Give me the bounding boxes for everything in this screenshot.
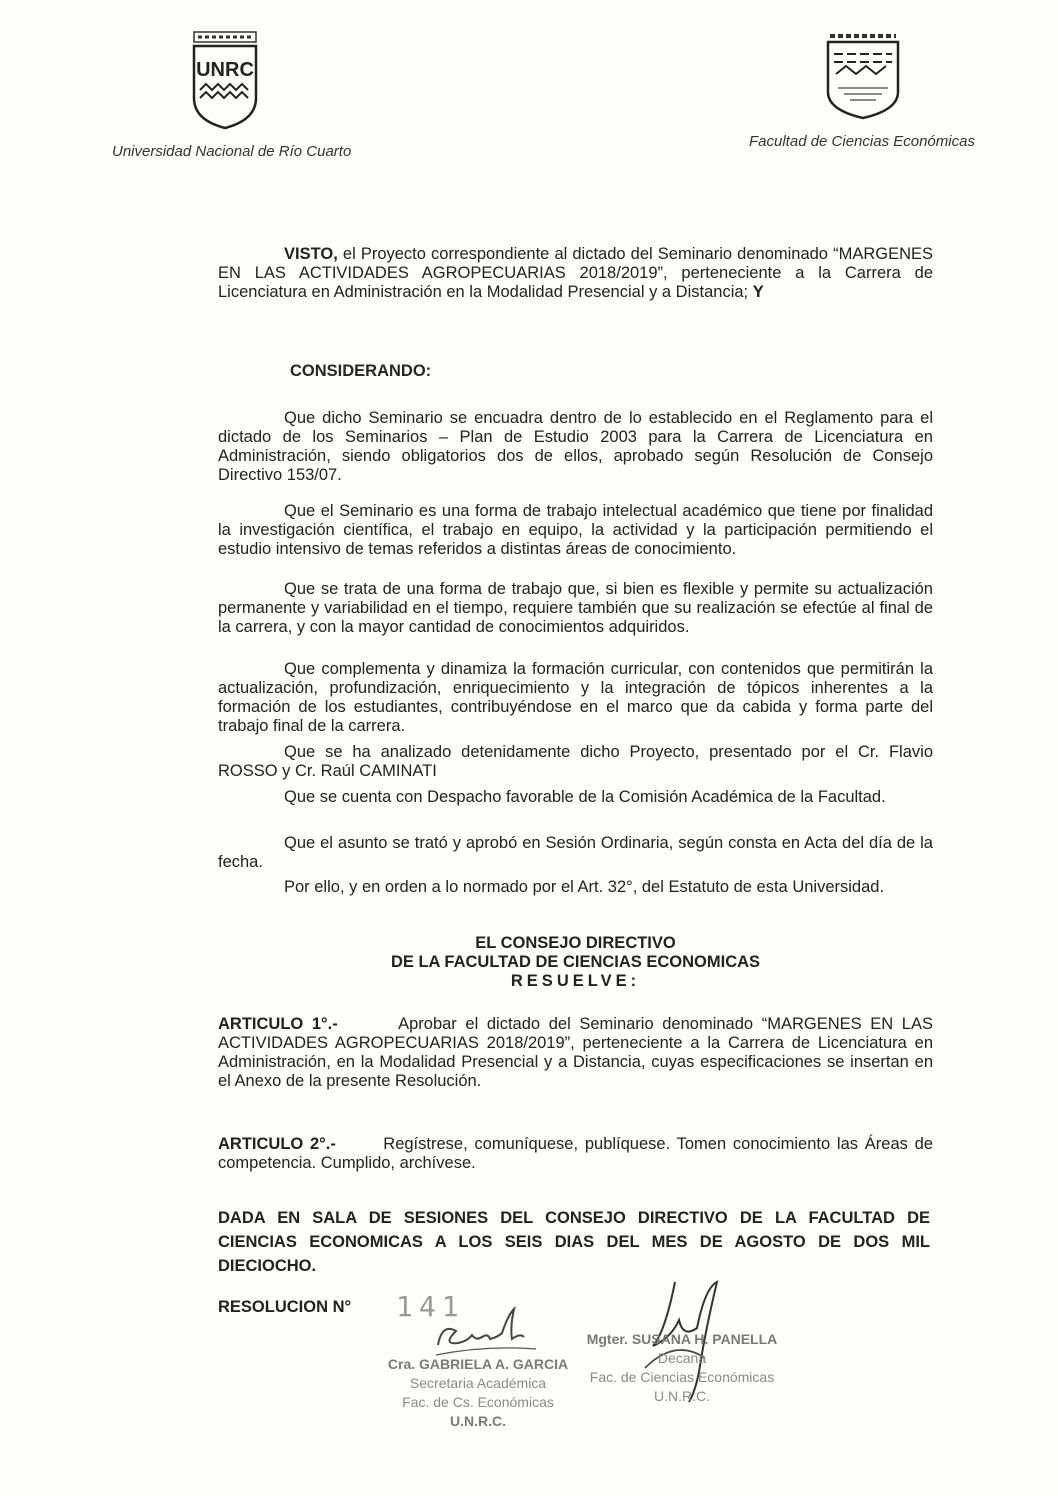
resolucion-number: 141 — [396, 1290, 465, 1323]
unrc-logo-icon — [190, 28, 260, 133]
considerando-heading: CONSIDERANDO: — [290, 362, 432, 380]
article-2 — [218, 1135, 933, 1173]
resolucion-label: RESOLUCION N° — [218, 1298, 352, 1316]
visto-y: Y — [752, 283, 764, 301]
university-name: Universidad Nacional de Río Cuarto — [112, 143, 352, 160]
faculty-name: Facultad de Ciencias Económicas — [749, 133, 975, 150]
considerando-paragraph: Que se ha analizado detenidamente dicho Proyecto, presentado por el Cr. Flavio ROSSO y Cr. Raúl CAMINATI — [218, 743, 933, 780]
signature-block-secretaria — [378, 1355, 578, 1431]
signatory-university: U.N.R.C. — [654, 1388, 710, 1404]
considerando-paragraph: Que dicho Seminario se encuadra dentro de lo establecido en el Reglamento para el dictado de los Seminarios – Plan de Estudio 2003 para la Carrera de Licenciatura en Administración, siendo obligatorios dos de ellos, aprobado según Resolución de Consejo Directivo 153/07. — [218, 409, 933, 484]
faculty-line: DE LA FACULTAD DE CIENCIAS ECONOMICAS — [390, 953, 761, 971]
logo-text: UNRC — [196, 59, 254, 81]
visto-label: VISTO, — [284, 245, 338, 263]
considerando-paragraph: Por ello, y en orden a lo normado por el Art. 32°, del Estatuto de esta Universidad. — [284, 878, 885, 896]
article-text: Regístrese, comuníquese, publíquese. Tomen conocimiento las Áreas de competencia. Cumplido, archívese. — [218, 1135, 934, 1172]
fce-logo-icon — [824, 30, 902, 120]
signatory-university: U.N.R.C. — [450, 1413, 506, 1429]
considerando-paragraph: Que el asunto se trató y aprobó en Sesión Ordinaria, según consta en Acta del día de la fecha. — [218, 834, 933, 871]
council-line: EL CONSEJO DIRECTIVO — [475, 934, 676, 952]
visto-paragraph — [218, 245, 933, 302]
considerando-paragraph: Que se cuenta con Despacho favorable de la Comisión Académica de la Facultad. — [284, 788, 886, 806]
signatory-name: Cra. GABRIELA A. GARCIA — [387, 1356, 569, 1372]
signatory-faculty: Fac. de Ciencias Económicas — [589, 1369, 775, 1385]
visto-text: el Proyecto correspondiente al dictado del Seminario denominado “MARGENES EN LAS ACTIVIDADES AGROPECUARIAS 2018/2019”, perteneciente a la Carrera de Licenciatura en Administración en la Modalidad Presencial y a Distancia; — [218, 245, 933, 301]
resuelve-line: RESUELVE: — [510, 972, 641, 990]
considerando-paragraph: Que complementa y dinamiza la formación curricular, con contenidos que permitirán la actualización, profundización, enriquecimiento y la integración de tópicos inherentes a la formación de los estudiantes, contribuyéndose en el marco que da cabida y forma parte del trabajo final de la carrera. — [218, 660, 933, 735]
article-text: Aprobar el dictado del Seminario denominado “MARGENES EN LAS ACTIVIDADES AGROPECUARIAS 2018/2019”, perteneciente a la Carrera de Licenciatura en Administración, en la Modalidad Presencial y a Distancia, cuyas especificaciones se insertan en el Anexo de la presente Resolución. — [218, 1015, 933, 1090]
article-1 — [218, 1015, 933, 1091]
signatory-faculty: Fac. de Cs. Económicas — [402, 1394, 554, 1410]
resolution-header — [218, 934, 933, 991]
signatory-name: Mgter. SUSANA H. PANELLA — [586, 1331, 778, 1347]
signatory-title: Decana — [657, 1350, 707, 1366]
dada-paragraph: DADA EN SALA DE SESIONES DEL CONSEJO DIRECTIVO DE LA FACULTAD DE CIENCIAS ECONOMICAS A LOS SEIS DIAS DEL MES DE AGOSTO DE DOS MIL DIECIOCHO. — [218, 1209, 930, 1275]
considerando-paragraph: Que el Seminario es una forma de trabajo intelectual académico que tiene por finalidad la investigación científica, el trabajo en equipo, la actividad y la participación permitiendo el estudio intensivo de temas referidos a distintas áreas de conocimiento. — [218, 502, 933, 558]
article-label: ARTICULO 2°.- — [218, 1135, 336, 1153]
considerando-paragraph: Que se trata de una forma de trabajo que, si bien es flexible y permite su actualización permanente y variabilidad en el tiempo, requiere también que su realización se efectúe al final de la carrera, y con la mayor cantidad de conocimientos adquiridos. — [218, 580, 933, 636]
signature-block-decana — [582, 1330, 782, 1406]
signatory-title: Secretaria Académica — [409, 1375, 547, 1391]
article-label: ARTICULO 1°.- — [218, 1015, 338, 1033]
